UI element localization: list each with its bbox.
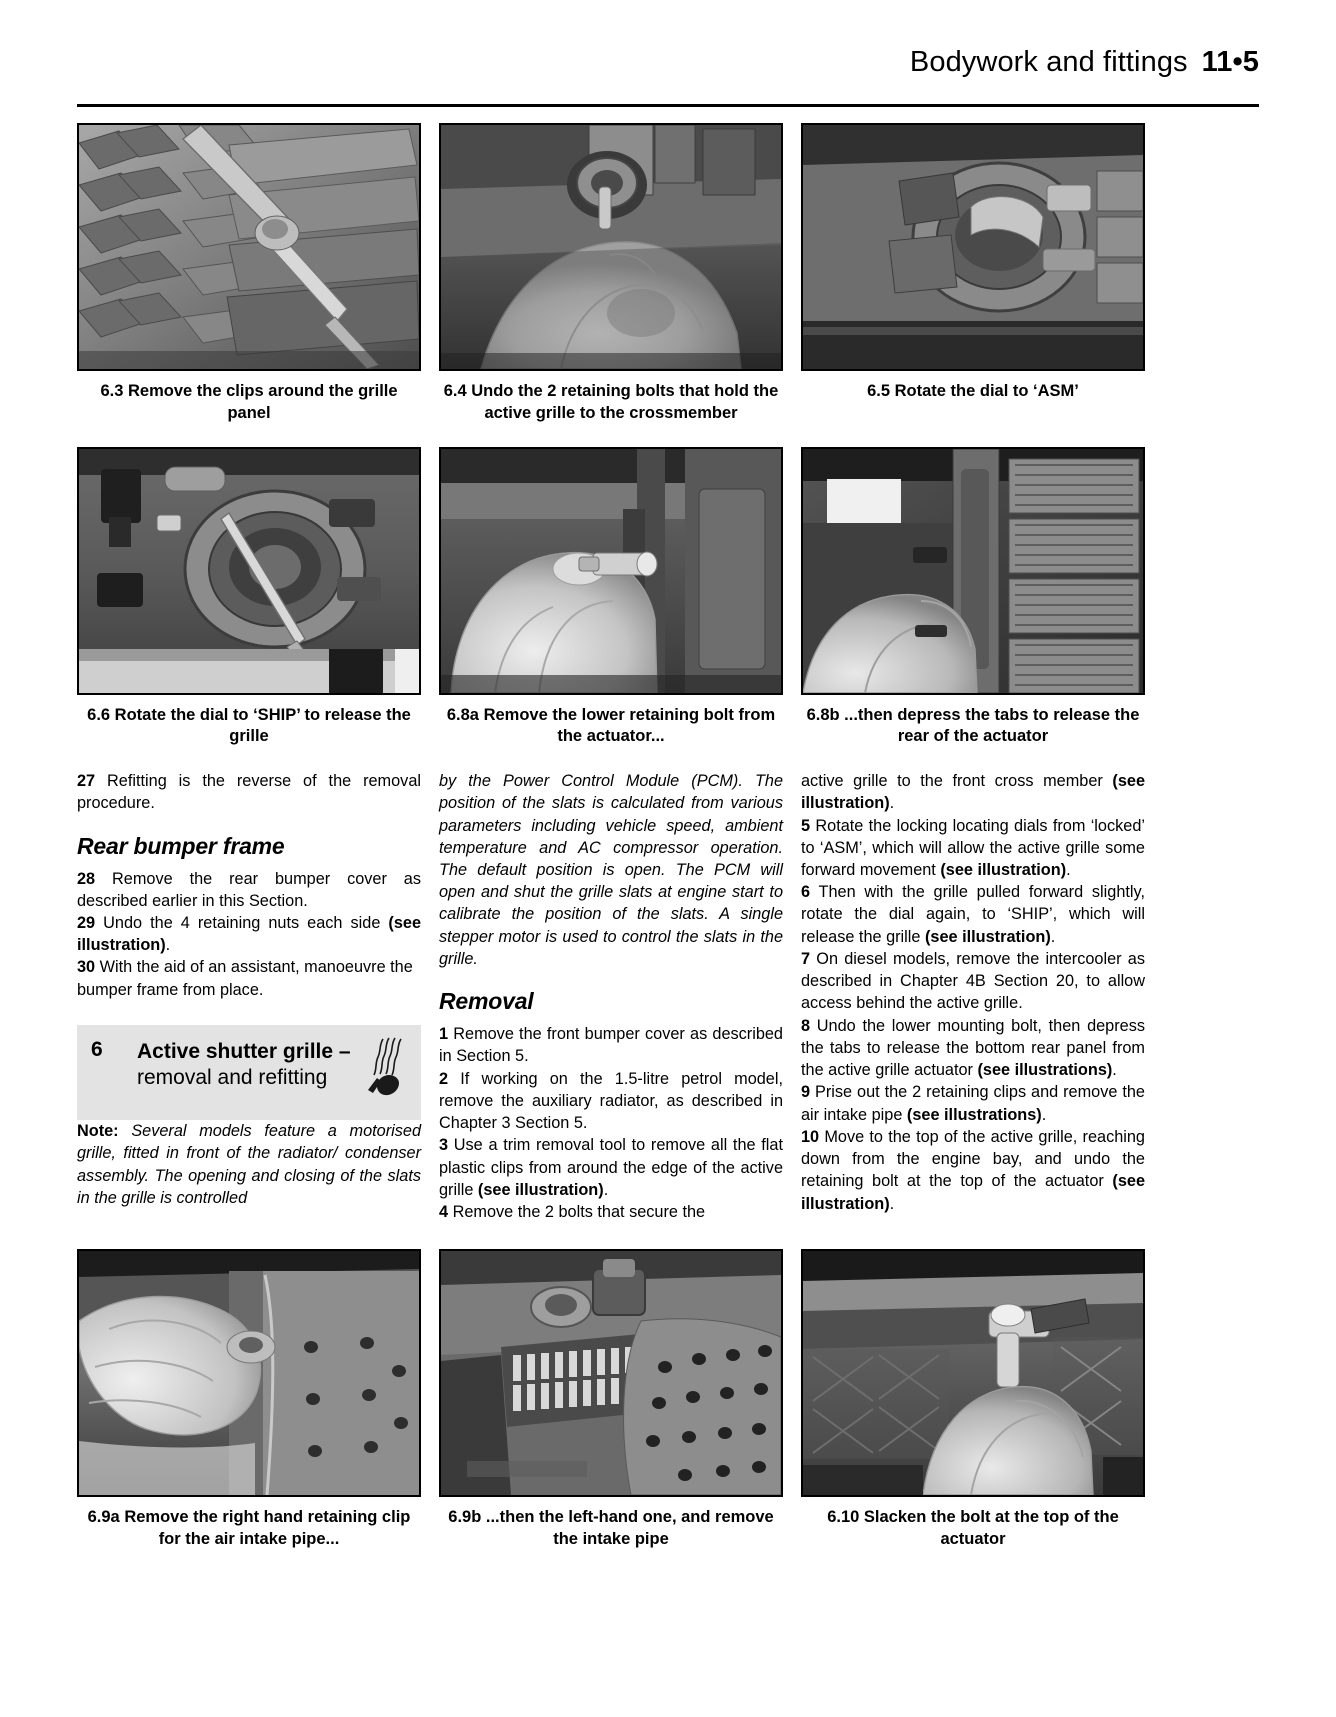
figure-caption: 6.9a Remove the right hand retaining clip for the air intake pipe... — [87, 1508, 411, 1549]
ship-dial-photo-art — [79, 449, 419, 693]
paragraph-text: Prise out the 2 retaining clips and remove the air intake pipe — [801, 1083, 1145, 1124]
figure-caption: 6.8a Remove the lower retaining bolt from the actuator... — [446, 705, 776, 746]
paragraph-9 — [801, 1081, 1145, 1125]
paragraph-text: Undo the lower mounting bolt, then depress the tabs to release the bottom rear panel from the active grille actuator — [801, 1016, 1145, 1080]
paragraph-number: 28 — [77, 869, 96, 888]
note-label: Note: — [77, 1122, 119, 1141]
paragraph-tail: . — [165, 936, 171, 955]
paragraph-3 — [439, 1134, 783, 1201]
grille-clips-photo-art — [79, 125, 419, 369]
spanner-icon — [359, 1035, 411, 1097]
paragraph-tail: . — [1112, 1061, 1117, 1080]
paragraph-text: With the aid of an assistant, manoeuvre the bumper frame from place. — [77, 958, 413, 999]
retaining-bolts-photo-art — [441, 125, 781, 369]
figure-caption: 6.6 Rotate the dial to ‘SHIP’ to release the grille — [87, 705, 411, 746]
paragraph-27 — [77, 770, 421, 814]
paragraph-2 — [439, 1068, 783, 1135]
page-header — [77, 46, 1259, 79]
see-illustration-ref: (see illustration) — [801, 1172, 1145, 1213]
paragraph-7 — [801, 948, 1145, 1015]
paragraph-5 — [801, 815, 1145, 882]
actuator-tabs-photo-art — [803, 449, 1143, 693]
paragraph-number: 30 — [77, 958, 96, 977]
header-rule — [77, 104, 1259, 107]
photo-6-9a — [77, 1249, 421, 1497]
paragraph-number: 3 — [439, 1136, 449, 1155]
photo-6-8a — [439, 447, 783, 695]
paragraph-number: 6 — [801, 883, 811, 902]
figure-caption: 6.8b ...then depress the tabs to release the rear of the actuator — [806, 705, 1140, 746]
figure-caption: 6.3 Remove the clips around the grille panel — [100, 382, 398, 422]
lower-retaining-bolt-photo-art — [441, 449, 781, 693]
photo-6-10 — [801, 1249, 1145, 1497]
paragraph-number: 8 — [801, 1016, 811, 1035]
paragraph-tail: . — [889, 794, 895, 813]
photo-6-3 — [77, 123, 421, 371]
paragraph-28 — [77, 868, 421, 912]
note-text: Several models feature a motorised grille, fitted in front of the radiator/ condenser assembly. The opening and closing of the slats in the grille is controlled — [77, 1122, 421, 1207]
paragraph-number: 4 — [439, 1203, 449, 1222]
paragraph-number: 7 — [801, 949, 811, 968]
paragraph-tail: . — [1050, 927, 1056, 946]
see-illustration-ref: (see illustration) — [77, 914, 421, 955]
paragraph-text: Rotate the locking locating dials from ‘locked’ to ‘ASM’, which will allow the active grille some forward movement — [801, 816, 1145, 879]
section-heading-box — [77, 1025, 421, 1120]
figure-caption: 6.10 Slacken the bolt at the top of the actuator — [827, 1508, 1119, 1549]
see-illustration-ref: (see illustration) — [940, 861, 1067, 879]
photo-6-8b — [801, 447, 1145, 695]
see-illustration-ref: (see illustration) — [925, 927, 1051, 946]
asm-dial-photo-art — [803, 125, 1143, 369]
right-retaining-clip-photo-art — [79, 1251, 419, 1495]
see-illustration-ref: (see illustration) — [801, 772, 1145, 813]
paragraph-tail: . — [1041, 1105, 1047, 1124]
paragraph-text: Use a trim removal tool to remove all the flat plastic clips from around the edge of the active grille — [439, 1136, 783, 1199]
paragraph-text: Then with the grille pulled forward slightly, rotate the dial again, to ‘SHIP’, which will release the grille — [801, 883, 1145, 946]
figure-6-10 — [801, 1249, 1145, 1551]
paragraph-number: 2 — [439, 1069, 449, 1088]
paragraph-4 — [439, 1201, 783, 1223]
page-title: Bodywork and fittings — [909, 46, 1188, 78]
text-columns — [77, 770, 1145, 1223]
paragraph-text: active grille to the front cross member — [801, 772, 1113, 791]
paragraph-text: On diesel models, remove the intercooler as described in Chapter 4B Section 20, to allow access behind the active grille. — [801, 949, 1145, 1013]
paragraph-number: 1 — [439, 1025, 449, 1044]
section-subtitle: removal and refitting — [137, 1065, 328, 1089]
paragraph-tail: . — [603, 1180, 609, 1199]
figure-6-5 — [801, 123, 1145, 425]
figure-6-9a — [77, 1249, 421, 1551]
paragraph-tail: . — [889, 1194, 895, 1213]
note-continued: by the Power Control Module (PCM). The position of the slats is calculated from various parameters including vehicle speed, ambient temperature and AC compressor operation. The default position is open. The PCM will open and shut the grille slats at engine start to calibrate the position of the slats. A single stepper motor is used to control the slats in the grille. — [439, 772, 783, 968]
figure-6-9b — [439, 1249, 783, 1551]
figure-row-2 — [77, 447, 1145, 749]
paragraph-tail: . — [1066, 861, 1071, 879]
paragraph-10 — [801, 1126, 1145, 1215]
text-column-1 — [77, 770, 421, 1223]
figure-caption: 6.5 Rotate the dial to ‘ASM’ — [867, 382, 1079, 400]
paragraph-text: Move to the top of the active grille, reaching down from the engine bay, and undo the retaining bolt at the top of the actuator — [801, 1127, 1145, 1191]
text-column-3 — [801, 770, 1145, 1223]
paragraph-6 — [801, 881, 1145, 948]
photo-6-6 — [77, 447, 421, 695]
figure-row-3 — [77, 1249, 1145, 1551]
see-illustration-ref: (see illustrations) — [977, 1061, 1113, 1080]
left-retaining-clip-photo-art — [441, 1251, 781, 1495]
paragraph-number: 27 — [77, 772, 96, 791]
note-paragraph — [77, 1120, 421, 1209]
figure-6-6 — [77, 447, 421, 749]
figure-6-8b — [801, 447, 1145, 749]
text-column-2 — [439, 770, 783, 1223]
section-number: 6 — [91, 1037, 103, 1061]
paragraph-number: 10 — [801, 1127, 820, 1146]
figure-caption: 6.9b ...then the left-hand one, and remove the intake pipe — [448, 1508, 774, 1549]
paragraph-text: Remove the front bumper cover as described in Section 5. — [439, 1025, 783, 1066]
figure-6-4 — [439, 123, 783, 425]
figure-caption: 6.4 Undo the 2 retaining bolts that hold the active grille to the crossmember — [443, 382, 779, 422]
paragraph-30 — [77, 956, 421, 1000]
paragraph-number: 29 — [77, 914, 96, 932]
section-title: Active shutter grille – — [137, 1039, 351, 1063]
see-illustration-ref: (see illustrations) — [906, 1105, 1042, 1124]
figure-6-8a — [439, 447, 783, 749]
paragraph-text: Remove the 2 bolts that secure the — [452, 1203, 706, 1222]
page-number: 11•5 — [1201, 46, 1259, 78]
subheading-removal: Removal — [439, 988, 534, 1015]
paragraph-4-continued — [801, 770, 1145, 814]
paragraph-text: Undo the 4 retaining nuts each side — [103, 914, 389, 932]
slacken-top-bolt-photo-art — [803, 1251, 1143, 1495]
paragraph-29 — [77, 912, 421, 956]
photo-6-9b — [439, 1249, 783, 1497]
paragraph-1 — [439, 1023, 783, 1067]
photo-6-4 — [439, 123, 783, 371]
paragraph-text: Remove the rear bumper cover as described earlier in this Section. — [77, 869, 422, 910]
photo-6-5 — [801, 123, 1145, 371]
paragraph-number: 5 — [801, 816, 811, 835]
figure-6-3 — [77, 123, 421, 425]
page-content — [77, 123, 1145, 1551]
paragraph-number: 9 — [801, 1083, 811, 1102]
paragraph-text: Refitting is the reverse of the removal procedure. — [77, 772, 421, 813]
paragraph-8 — [801, 1015, 1145, 1082]
paragraph-text: If working on the 1.5-litre petrol model, remove the auxiliary radiator, as described in Chapter 3 Section 5. — [439, 1069, 783, 1133]
subheading-rear-bumper-frame: Rear bumper frame — [77, 832, 285, 859]
see-illustration-ref: (see illustration) — [477, 1180, 604, 1199]
figure-row-1 — [77, 123, 1145, 425]
